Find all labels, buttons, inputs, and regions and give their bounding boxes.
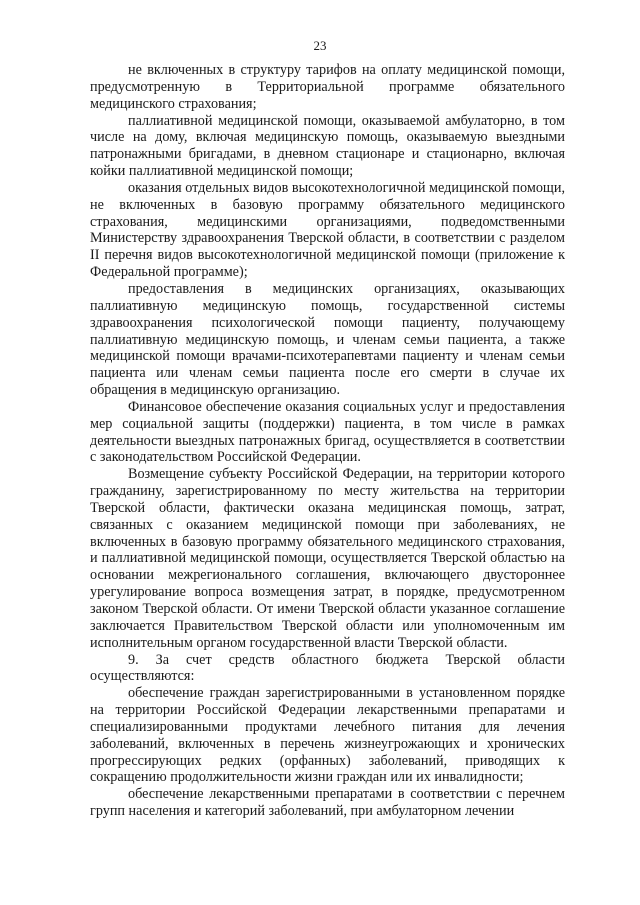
paragraph-psychological-help: предоставления в медицинских организациях, оказывающих паллиативную медицинскую помощь, государственной системы здравоохранения психологической помощи пациенту, получающему паллиативную медицинскую помощь, и членам семьи пациента, а также медицинской помощи врачами-психотерапевтами пациенту и членам семьи пациента или членам семьи пациента после его смерти в случае их обращения в медицинскую организацию.: [90, 280, 565, 399]
document-body: [90, 62, 565, 820]
paragraph-rare-diseases-provision: обеспечение граждан зарегистрированными в установленном порядке на территории Российской Федерации лекарственными препаратами и специализированными продуктами лечебного питания для лечения заболеваний, включенных в перечень жизнеугрожающих и хронических прогрессирующих редких (орфанных) заболеваний, приводящих к сокращению продолжительности жизни граждан или их инвалидности;: [90, 685, 565, 786]
paragraph-medication-provision: обеспечение лекарственными препаратами в соответствии с перечнем групп населения и категорий заболеваний, при амбулаторном лечении: [90, 786, 565, 820]
paragraph-palliative-care: паллиативной медицинской помощи, оказываемой амбулаторно, в том числе на дому, включая медицинскую помощь, оказываемую выездными патронажными бригадами, в дневном стационаре и стационарно, включая койки паллиативной медицинской помощи;: [90, 112, 565, 180]
paragraph-tariffs-continuation: не включенных в структуру тарифов на оплату медицинской помощи, предусмотренную в Территориальной программе обязательного медицинского страхования;: [90, 62, 565, 112]
paragraph-social-services-funding: Финансовое обеспечение оказания социальных услуг и предоставления мер социальной защиты (поддержки) пациента, в том числе в рамках деятельности выездных патронажных бригад, осуществляется в соответствии с законодательством Российской Федерации.: [90, 398, 565, 466]
paragraph-high-tech-care: оказания отдельных видов высокотехнологичной медицинской помощи, не включенных в базовую программу обязательного медицинского страхования, медицинскими организациями, подведомственными Министерству здравоохранения Тверской области, в соответствии с разделом II перечня видов высокотехнологичной медицинской помощи (приложение к Федеральной программе);: [90, 179, 565, 281]
paragraph-section-9: 9. За счет средств областного бюджета Тверской области осуществляются:: [90, 651, 565, 685]
page-number: 23: [313, 38, 327, 53]
paragraph-cost-reimbursement: Возмещение субъекту Российской Федерации, на территории которого гражданину, зарегистрированному по месту жительства на территории Тверской области, фактически оказана медицинская помощь, затрат, связанных с оказанием медицинской помощи при заболеваниях, не включенных в базовую программу обязательного медицинского страхования, и паллиативной медицинской помощи, осуществляется Тверской областью на основании межрегионального соглашения, включающего двустороннее урегулирование вопроса возмещения затрат, в порядке, предусмотренном законом Тверской области. От имени Тверской области указанное соглашение заключается Правительством Тверской области или уполномоченным им исполнительным органом государственной власти Тверской области.: [90, 466, 565, 651]
